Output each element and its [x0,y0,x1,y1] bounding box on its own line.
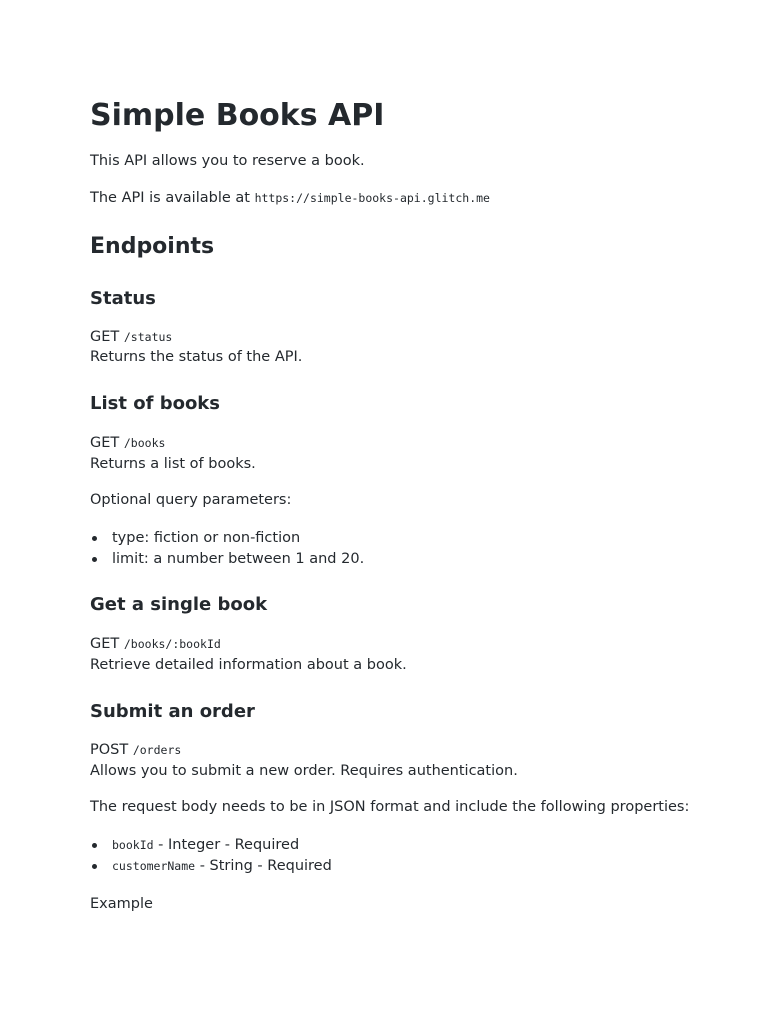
submit-order-heading: Submit an order [90,701,255,722]
example-label: Example [90,896,153,912]
status-path: /status [123,330,173,344]
param-type: type: fiction or non-fiction [112,530,301,546]
request-body-intro: The request body needs to be in JSON format and include the following properties: [90,799,690,815]
single-book-endpoint [90,634,221,654]
single-book-description: Retrieve detailed information about a book. [90,657,407,673]
page-title: Simple Books API [90,98,385,133]
single-book-method: GET [90,636,120,652]
intro-text: This API allows you to reserve a book. [90,153,365,169]
property-description: - Integer - Required [153,837,300,853]
submit-order-endpoint [90,740,181,760]
submit-order-description: Allows you to submit a new order. Requires authentication. [90,763,518,779]
bullet-icon [92,864,97,869]
list-item [112,549,364,569]
list-item [112,856,332,876]
query-params-intro: Optional query parameters: [90,492,292,508]
list-item [112,835,299,855]
property-name: customerName [112,859,196,873]
bullet-icon [92,557,97,562]
list-books-endpoint [90,433,165,453]
base-url-line [90,188,490,208]
list-item [112,528,300,548]
list-books-description: Returns a list of books. [90,456,256,472]
base-url-code: https://simple-books-api.glitch.me [254,191,490,205]
status-heading: Status [90,288,156,309]
list-books-method: GET [90,435,120,451]
submit-order-path: /orders [132,743,182,757]
list-books-heading: List of books [90,393,220,414]
status-method: GET [90,329,120,345]
endpoints-heading: Endpoints [90,234,215,259]
property-name: bookId [112,838,154,852]
param-limit: limit: a number between 1 and 20. [112,551,365,567]
single-book-heading: Get a single book [90,594,268,615]
status-description: Returns the status of the API. [90,349,303,365]
status-endpoint [90,327,172,347]
bullet-icon [92,536,97,541]
single-book-path: /books/:bookId [123,637,221,651]
base-url-prefix: The API is available at [90,190,250,206]
submit-order-method: POST [90,742,129,758]
list-books-path: /books [123,436,166,450]
bullet-icon [92,843,97,848]
property-description: - String - Required [195,858,332,874]
